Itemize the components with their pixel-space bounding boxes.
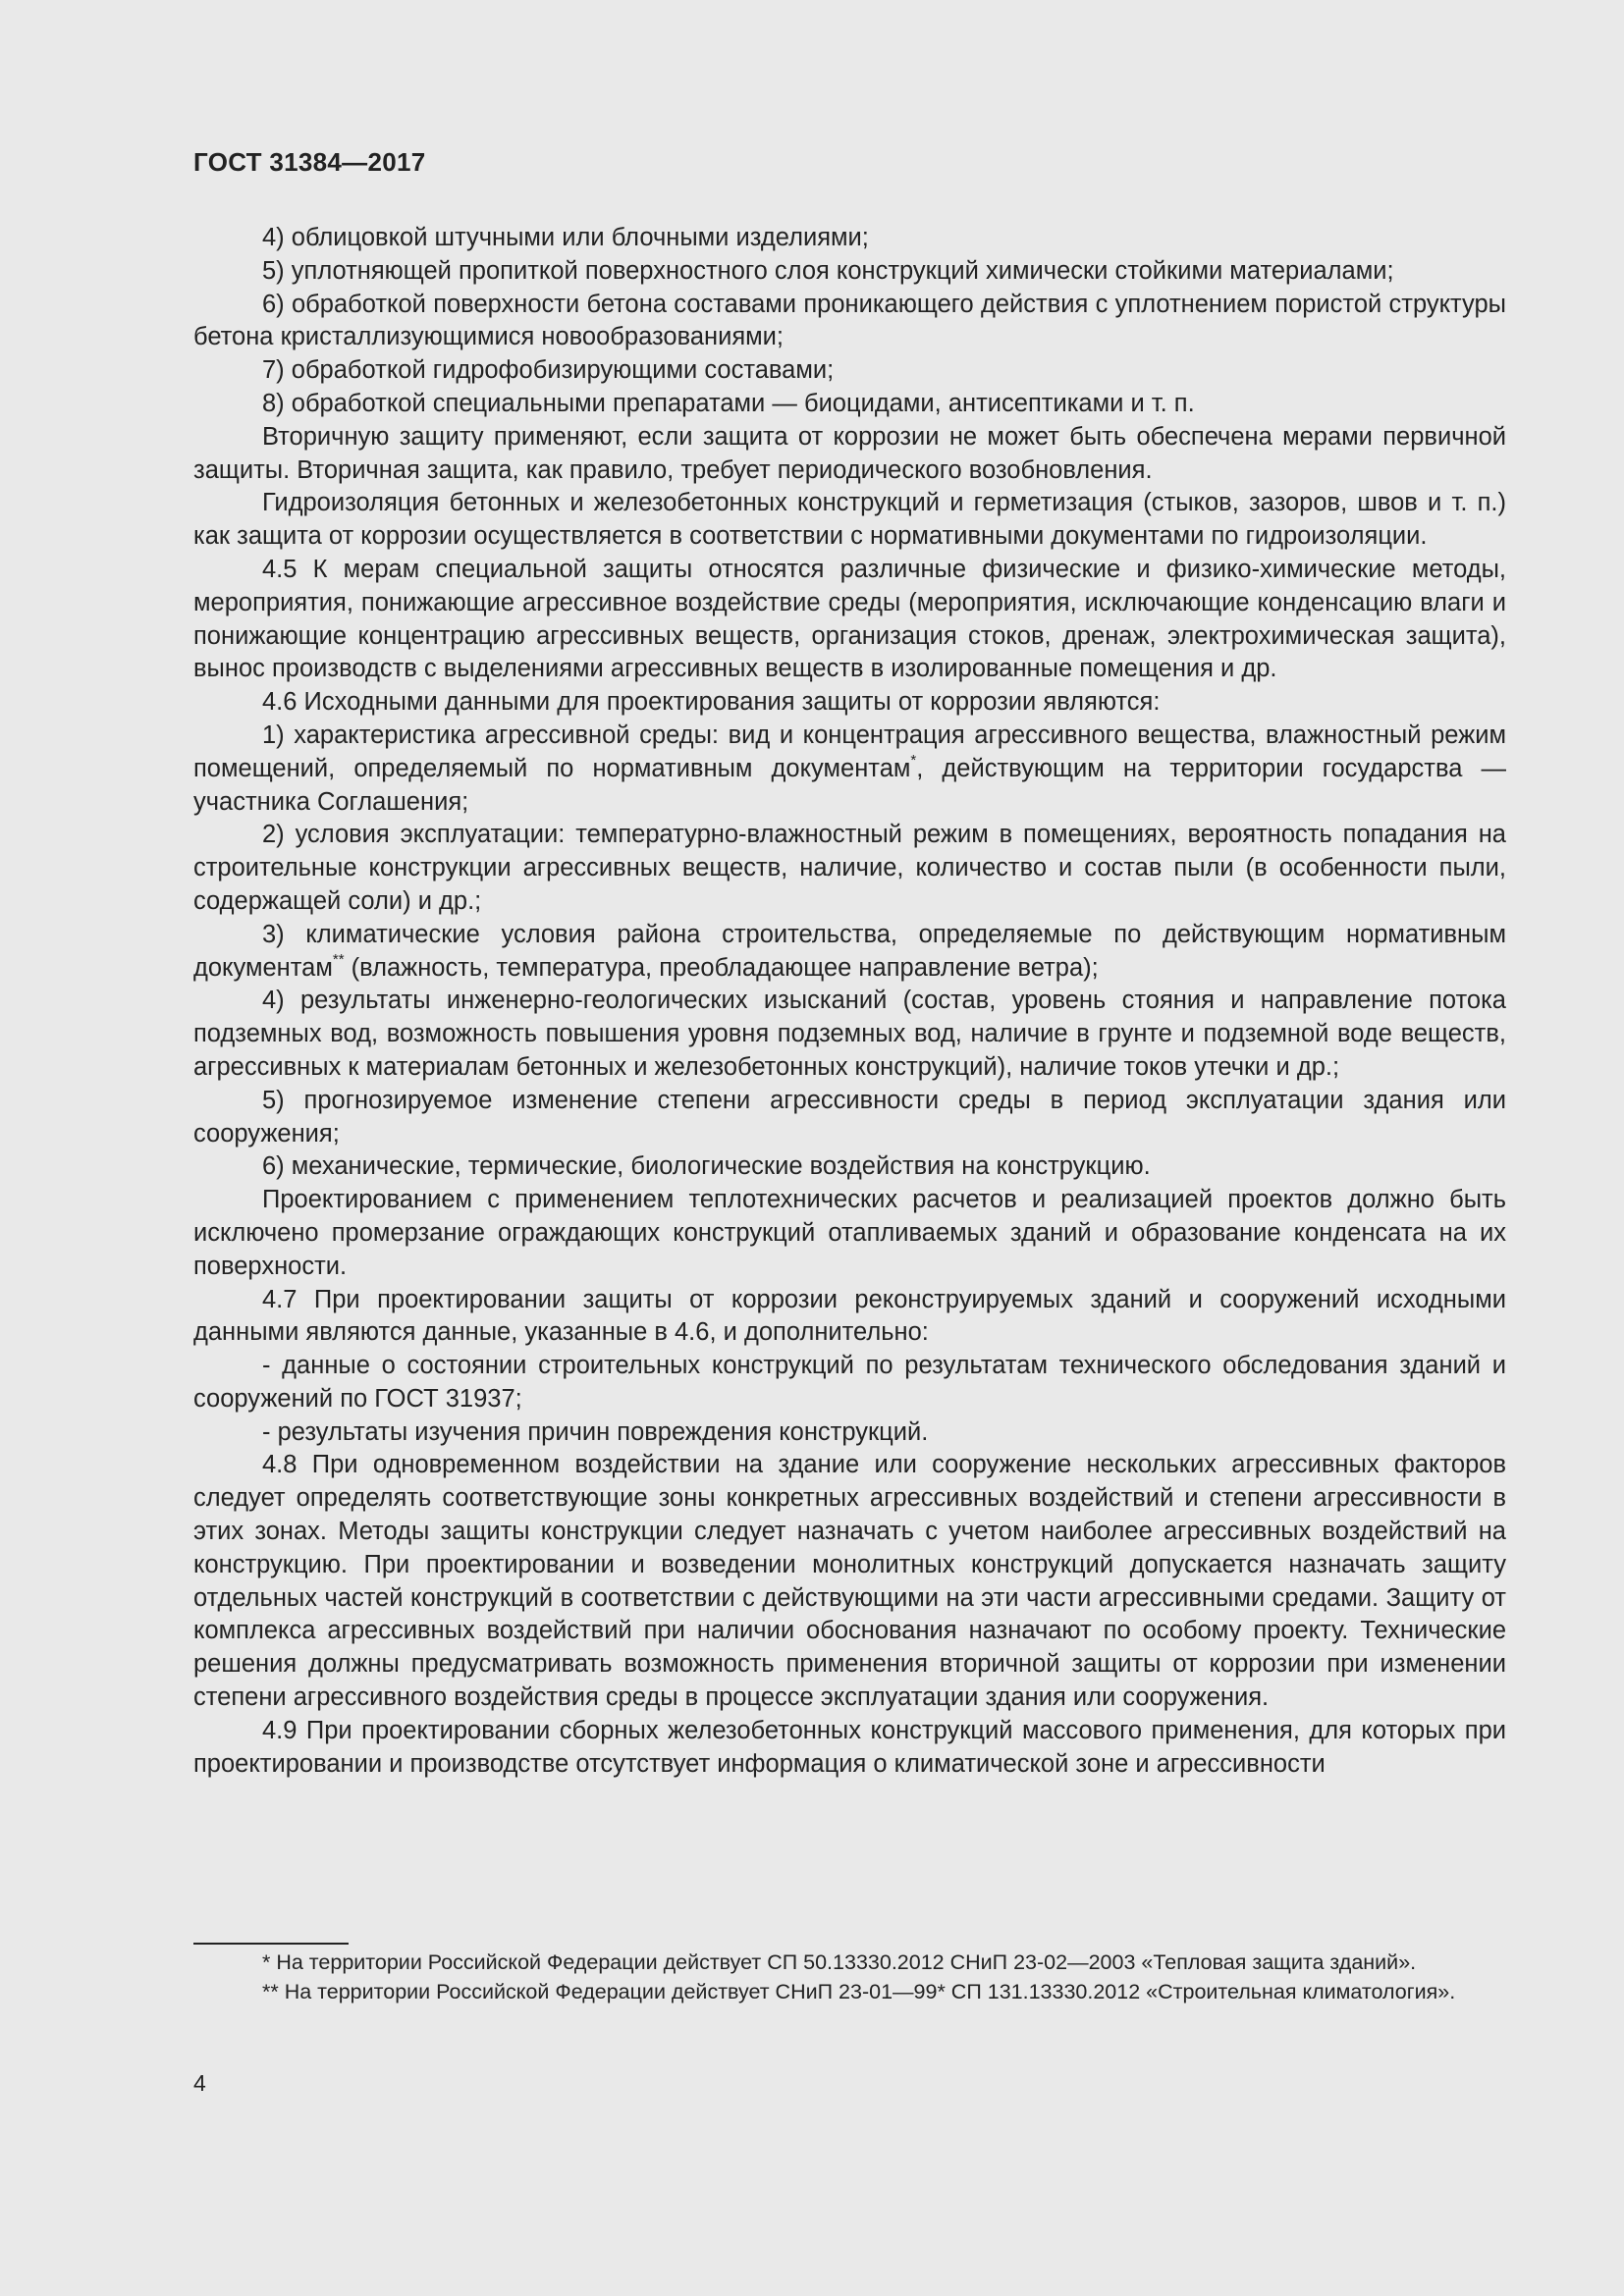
paragraph-text: (влажность, температура, преобладающее направление ветра); bbox=[344, 953, 1099, 982]
paragraph: 4.8 При одновременном воздействии на здание или сооружение нескольких агрессивных факторов следует определять соответствующие зоны конкретных агрессивных воздействий и степени агрессивности в этих зонах. Методы защиты конструкции следует назначать с учетом наиболее агрессивных воздействий на конструкцию. При проектировании и возведении монолитных конструкций допускается назначать защиту отдельных частей конструкций в соответствии с действующими на эти части агрессивными средами. Защиту от комплекса агрессивных воздействий при наличии обоснования назначают по особому проекту. Технические решения должны предусматривать возможность применения вторичной защиты от коррозии при изменении степени агрессивного воздействия среды в процессе эксплуатации здания или сооружения. bbox=[193, 1451, 1506, 1712]
paragraph: 4.9 При проектировании сборных железобетонных конструкций массового применения, для которых при проектировании и производстве отсутствует информация о климатической зоне и агрессивности bbox=[193, 1716, 1506, 1778]
paragraph: - результаты изучения причин повреждения конструкций. bbox=[262, 1417, 929, 1446]
paragraph-text: , действующим на территории государства — участника Соглашения; bbox=[193, 754, 1506, 816]
paragraph: 7) обработкой гидрофобизирующими составами; bbox=[262, 356, 835, 385]
paragraph: 6) обработкой поверхности бетона составами проникающего действия с уплотнением пористой структуры бетона кристаллизующимися новообразованиями; bbox=[193, 290, 1506, 351]
paragraph-text: 3) климатические условия района строительства, определяемые по действующим нормативным документам bbox=[193, 920, 1506, 982]
footnote: * На территории Российской Федерации действует СП 50.13330.2012 СНиП 23-02—2003 «Тепловая защита зданий». bbox=[262, 1950, 1417, 1974]
footnote-mark: ** bbox=[332, 951, 345, 969]
document-body bbox=[193, 222, 1506, 1781]
paragraph: 2) условия эксплуатации: температурно-влажностный режим в помещениях, вероятность попадания на строительные конструкции агрессивных веществ, наличие, количество и состав пыли (в особенности пыли, содержащей соли) и др.; bbox=[193, 821, 1506, 915]
paragraph: Проектированием с применением теплотехнических расчетов и реализацией проектов должно быть исключено промерзание ограждающих конструкций отапливаемых зданий и образование конденсата на их поверхности. bbox=[193, 1186, 1506, 1280]
paragraph: 4.5 К мерам специальной защиты относятся различные физические и физико-химические методы, мероприятия, понижающие агрессивное воздействие среды (мероприятия, исключающие конденсацию влаги и понижающие концентрацию агрессивных веществ, организация стоков, дренаж, электрохимическая защита), вынос производств с выделениями агрессивных веществ в изолированные помещения и др. bbox=[193, 555, 1506, 683]
paragraph: 4) результаты инженерно-геологических изысканий (состав, уровень стояния и направление потока подземных вод, возможность повышения уровня подземных вод, наличие в грунте и подземной воде веществ, агрессивных к материалам бетонных и железобетонных конструкций), наличие токов утечки и др.; bbox=[193, 987, 1506, 1081]
footnote-mark: * bbox=[910, 752, 917, 770]
footnotes bbox=[193, 1949, 1506, 2006]
paragraph: 5) прогнозируемое изменение степени агрессивности среды в период эксплуатации здания или сооружения; bbox=[193, 1086, 1506, 1148]
footnote-divider bbox=[193, 1943, 349, 1945]
paragraph: 8) обработкой специальными препаратами — биоцидами, антисептиками и т. п. bbox=[262, 389, 1195, 417]
page-number: 4 bbox=[193, 2070, 206, 2096]
document-header: ГОСТ 31384—2017 bbox=[193, 147, 426, 177]
paragraph-with-footnote bbox=[193, 919, 1506, 986]
footnote: ** На территории Российской Федерации действует СНиП 23-01—99* СП 131.13330.2012 «Строительная климатология». bbox=[262, 1979, 1456, 2003]
paragraph: 4.6 Исходными данными для проектирования защиты от коррозии являются: bbox=[262, 688, 1161, 717]
paragraph: Вторичную защиту применяют, если защита от коррозии не может быть обеспечена мерами первичной защиты. Вторичная защита, как правило, требует периодического возобновления. bbox=[193, 422, 1506, 484]
paragraph-text: 1) характеристика агрессивной среды: вид и концентрация агрессивного вещества, влажностный режим помещений, определяемый по нормативным документам bbox=[193, 721, 1506, 782]
paragraph: 4) облицовкой штучными или блочными изделиями; bbox=[262, 224, 869, 251]
paragraph: 4.7 При проектировании защиты от коррозии реконструируемых зданий и сооружений исходными данными являются данные, указанные в 4.6, и дополнительно: bbox=[193, 1285, 1506, 1347]
paragraph: 6) механические, термические, биологические воздействия на конструкцию. bbox=[262, 1152, 1151, 1181]
paragraph: Гидроизоляция бетонных и железобетонных конструкций и герметизация (стыков, зазоров, швов и т. п.) как защита от коррозии осуществляется в соответствии с нормативными документами по гидроизоляции. bbox=[193, 489, 1506, 551]
paragraph-with-footnote bbox=[193, 720, 1506, 819]
paragraph: - данные о состоянии строительных конструкций по результатам технического обследования зданий и сооружений по ГОСТ 31937; bbox=[193, 1352, 1506, 1413]
paragraph: 5) уплотняющей пропиткой поверхностного слоя конструкций химически стойкими материалами; bbox=[262, 256, 1394, 285]
